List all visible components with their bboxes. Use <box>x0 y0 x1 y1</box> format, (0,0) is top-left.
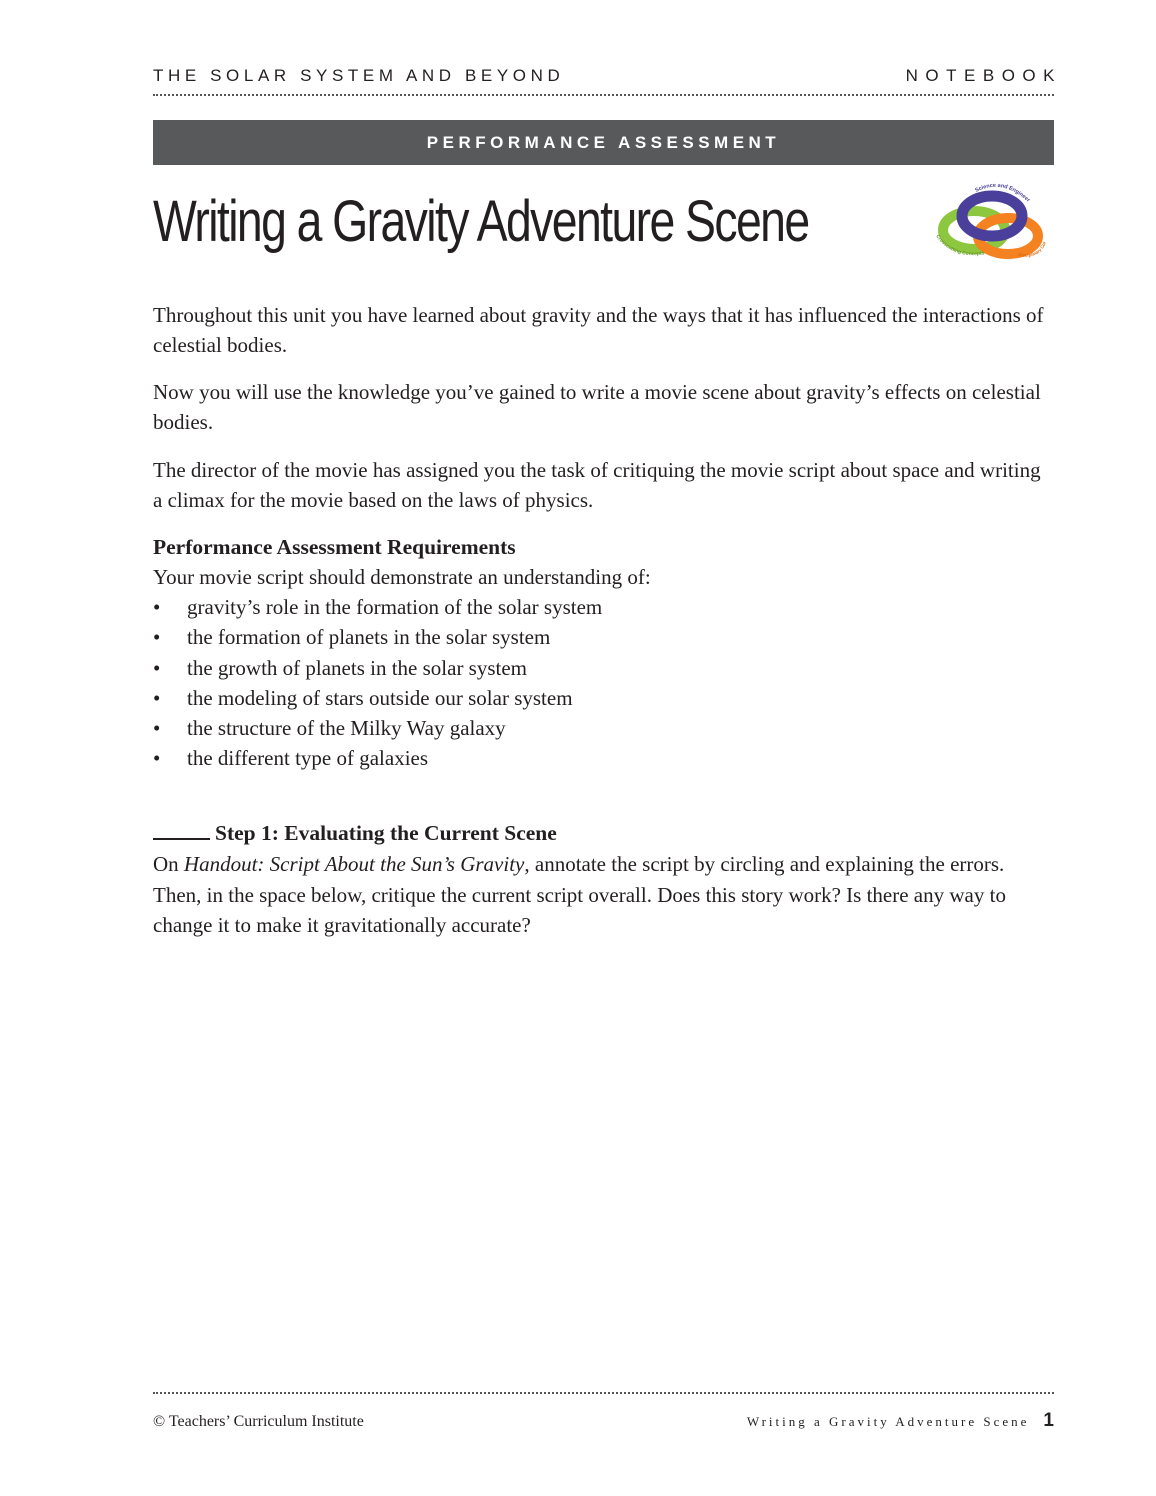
requirements-intro: Your movie script should demonstrate an understanding of: <box>153 565 651 589</box>
bullet-icon: • <box>153 655 161 680</box>
handout-reference: Handout: Script About the Sun’s Gravity <box>183 852 525 876</box>
list-item: • the modeling of stars outside our solar system <box>153 683 602 713</box>
list-item: • the different type of galaxies <box>153 743 602 773</box>
bullet-icon: • <box>153 716 161 741</box>
checkoff-blank[interactable] <box>153 818 210 840</box>
logo-label-top: Science and Engineer <box>974 182 1031 204</box>
intro-paragraph-3: The director of the movie has assigned you the task of critiquing the movie script about space and writing a climax for the movie based on the laws of physics. <box>153 458 1041 512</box>
logo-label-left: Crosscutting Concepts <box>934 233 985 258</box>
footer-title: Writing a Gravity Adventure Scene <box>746 1414 1030 1429</box>
banner-label: PERFORMANCE ASSESSMENT <box>426 132 781 152</box>
bullet-icon: • <box>153 685 161 710</box>
section-banner <box>153 120 1054 165</box>
step-1-heading <box>153 818 557 848</box>
list-item: • the formation of planets in the solar system <box>153 622 602 652</box>
intro-paragraph-2: Now you will use the knowledge you’ve gained to write a movie scene about gravity’s effects on celestial bodies. <box>153 380 1041 434</box>
step-1-instructions: On Handout: Script About the Sun’s Gravity, annotate the script by circling and explaining the errors. Then, in the space below, critique the current script overall. Does this story work? Is there any way to change it to make it gravitationally accurate? <box>153 852 1006 937</box>
page-title: Writing a Gravity Adventure Scene <box>153 189 809 254</box>
list-item: • the structure of the Milky Way galaxy <box>153 713 602 743</box>
logo-label-right: Disciplinary Cor <box>1018 240 1047 258</box>
bullet-icon: • <box>153 746 161 771</box>
list-item: • the growth of planets in the solar system <box>153 653 602 683</box>
header-notebook-label: NOTEBOOK <box>905 66 1062 85</box>
footer-dotted-rule <box>153 1392 1054 1394</box>
three-dimensions-logo-icon <box>928 176 1050 272</box>
step-1-title: Step 1: Evaluating the Current Scene <box>215 821 557 845</box>
copyright-notice: © Teachers’ Curriculum Institute <box>153 1413 364 1430</box>
intro-paragraph-1: Throughout this unit you have learned about gravity and the ways that it has influenced the interactions of celestial bodies. <box>153 303 1044 357</box>
page-number: 1 <box>1043 1410 1054 1431</box>
header-unit-title: THE SOLAR SYSTEM AND BEYOND <box>153 66 565 85</box>
requirements-heading: Performance Assessment Requirements <box>153 535 516 559</box>
bullet-icon: • <box>153 625 161 650</box>
bullet-icon: • <box>153 595 161 619</box>
header-dotted-rule <box>153 94 1054 96</box>
requirements-list <box>153 592 602 774</box>
footer-right <box>747 1410 1054 1432</box>
running-header <box>153 62 1062 90</box>
list-item: • gravity’s role in the formation of the solar system <box>153 592 602 622</box>
